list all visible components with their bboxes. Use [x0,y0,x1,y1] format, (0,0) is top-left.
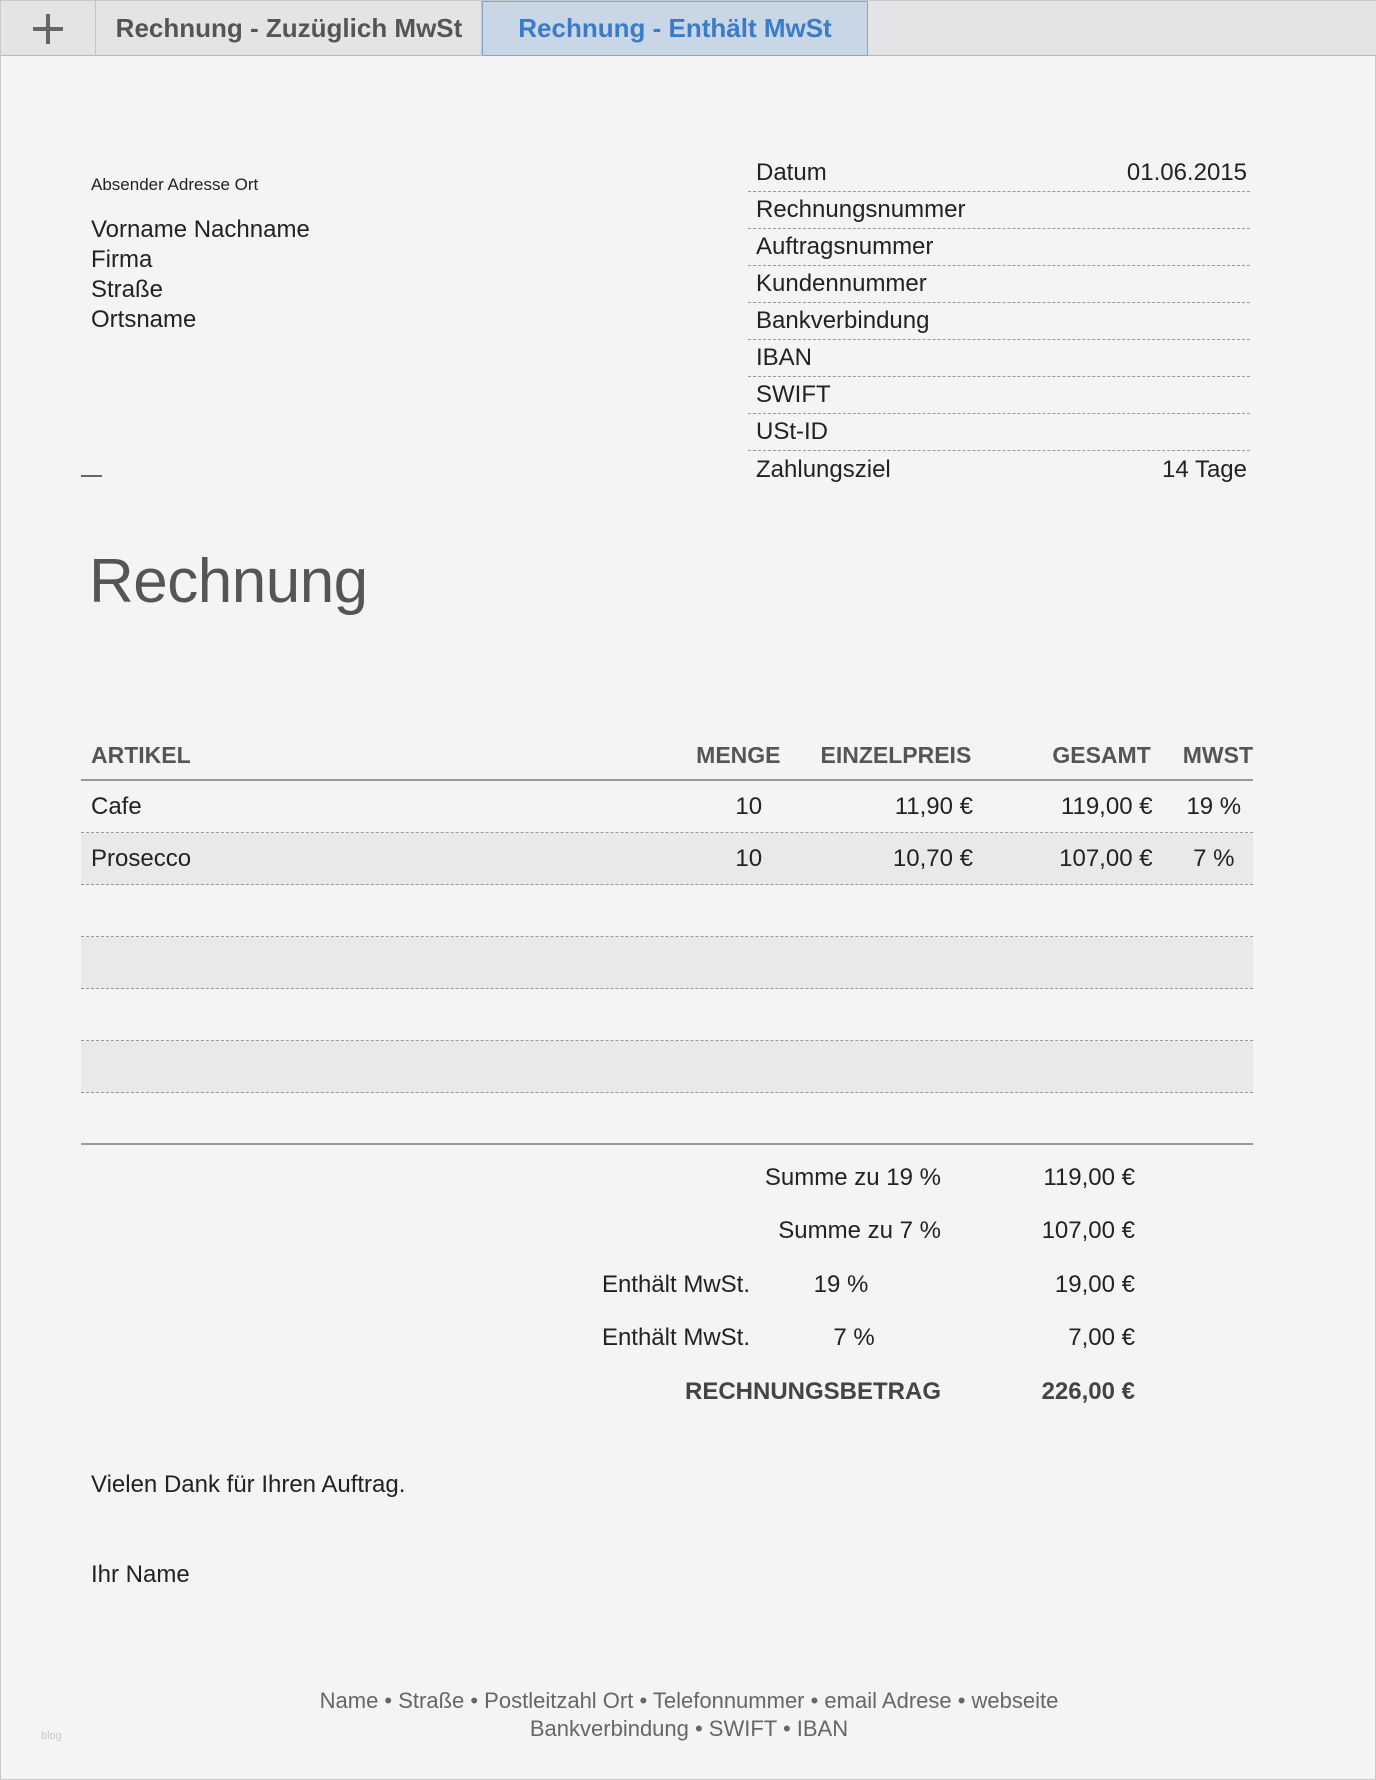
table-row[interactable] [81,937,1253,989]
table-row[interactable] [81,1041,1253,1093]
footer-line-1[interactable]: Name • Straße • Postleitzahl Ort • Telefonnummer • email Adrese • webseite [319,1688,1059,1713]
plus-icon [33,14,63,44]
meta-label: IBAN [756,344,813,371]
tab-bar [1,1,1376,56]
grand-total-value[interactable]: 226,00 € [1041,1378,1135,1405]
meta-label: Zahlungsziel [756,455,891,483]
header-gesamt: GESAMT [1052,741,1151,768]
vat1-value[interactable]: 19,00 € [1054,1271,1135,1298]
sum7-value[interactable]: 107,00 € [1041,1217,1135,1244]
meta-label: USt-ID [756,418,828,445]
recipient-street[interactable]: Straße [91,276,164,303]
cell-einzelpreis[interactable]: 10,70 € [892,844,973,872]
tab-enthaelt-mwst[interactable]: Rechnung - Enthält MwSt [482,1,868,56]
meta-row-datum[interactable] [748,155,1250,192]
fold-mark [81,475,102,477]
recipient-city[interactable]: Ortsname [91,306,197,333]
table-row[interactable] [81,1093,1253,1145]
footer-line-2[interactable]: Bankverbindung • SWIFT • IBAN [529,1716,849,1741]
document-title[interactable]: Rechnung [89,547,368,616]
cell-menge[interactable]: 10 [735,792,763,820]
vat1-rate[interactable]: 19 % [813,1271,869,1298]
thank-you-text[interactable]: Vielen Dank für Ihren Auftrag. [91,1471,406,1498]
invoice-meta-table [748,155,1250,488]
meta-label: Bankverbindung [756,307,930,334]
table-row[interactable] [81,989,1253,1041]
sum19-value[interactable]: 119,00 € [1043,1164,1135,1191]
cell-mwst[interactable]: 7 % [1193,844,1235,872]
sum7-label: Summe zu 7 % [778,1217,941,1244]
header-einzelpreis: EINZELPREIS [820,741,972,768]
cell-gesamt[interactable]: 119,00 € [1060,792,1153,820]
meta-label: SWIFT [756,381,831,408]
sender-address-line[interactable]: Absender Adresse Ort [91,175,259,194]
vat1-label: Enthält MwSt. [601,1271,750,1298]
cell-gesamt[interactable]: 107,00 € [1059,844,1153,872]
meta-row-zahlungsziel[interactable] [748,451,1250,488]
recipient-company[interactable]: Firma [91,246,153,273]
meta-row-rechnungsnummer[interactable] [748,192,1250,229]
cell-artikel[interactable]: Prosecco [91,844,192,872]
meta-row-bankverbindung[interactable] [748,303,1250,340]
cell-einzelpreis[interactable]: 11,90 € [894,792,973,820]
table-header [81,731,1253,781]
meta-row-ust-id[interactable] [748,414,1250,451]
table-row[interactable] [81,833,1253,885]
meta-row-kundennummer[interactable] [748,266,1250,303]
recipient-name[interactable]: Vorname Nachname [91,216,310,243]
meta-row-auftragsnummer[interactable] [748,229,1250,266]
recipient-address [91,215,310,335]
sum19-label: Summe zu 19 % [764,1164,941,1191]
table-row[interactable] [81,885,1253,937]
meta-label: Auftragsnummer [756,233,934,260]
header-mwst: MWST [1182,741,1254,768]
grand-total-label: RECHNUNGSBETRAG [684,1378,941,1405]
meta-row-swift[interactable] [748,377,1250,414]
tab-zuzueglich-mwst[interactable]: Rechnung - Zuzüglich MwSt [97,1,482,56]
meta-label: Rechnungsnummer [756,196,966,223]
watermark: blog [41,1730,62,1742]
cell-menge[interactable]: 10 [735,844,763,872]
table-row[interactable] [81,781,1253,833]
header-menge: MENGE [696,741,781,768]
signature-name[interactable]: Ihr Name [91,1561,190,1588]
meta-row-iban[interactable] [748,340,1250,377]
meta-label: Datum [756,159,827,186]
header-artikel: ARTIKEL [91,741,191,768]
invoice-items-table [81,731,1253,1145]
meta-label: Kundennummer [756,270,927,297]
vat2-value[interactable]: 7,00 € [1068,1324,1135,1351]
cell-artikel[interactable]: Cafe [91,792,142,820]
vat2-rate[interactable]: 7 % [833,1324,875,1351]
meta-value: 14 Tage [1162,455,1247,483]
cell-mwst[interactable]: 19 % [1186,792,1242,820]
add-tab-button[interactable] [1,1,96,56]
meta-value: 01.06.2015 [1126,159,1247,186]
vat2-label: Enthält MwSt. [601,1324,750,1351]
